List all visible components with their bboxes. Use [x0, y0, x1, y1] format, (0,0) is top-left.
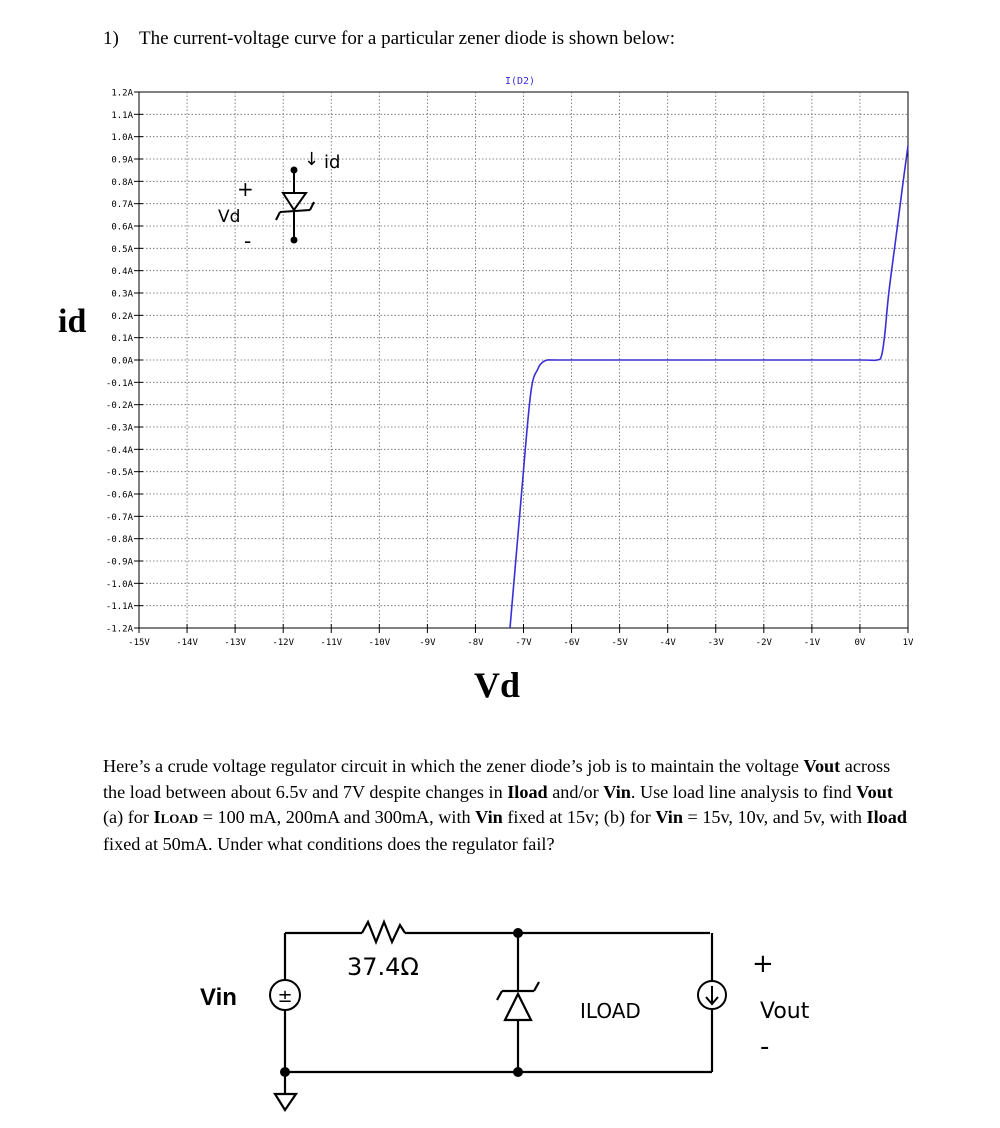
iv-curve: [510, 146, 908, 628]
para-iload: Iload: [507, 781, 548, 802]
y-tick-label: 0.1A: [111, 334, 133, 345]
x-tick-label: -6V: [563, 638, 580, 648]
y-tick-label: 0.9A: [111, 155, 133, 166]
current-source-icon: [698, 981, 726, 1009]
x-tick-label: -3V: [707, 638, 724, 648]
para-vin: Vin: [603, 781, 631, 802]
x-tick-label: -8V: [467, 638, 484, 648]
circuit-nodes: [280, 928, 523, 1077]
para-text: = 15v, 10v, and 5v, with: [682, 807, 867, 827]
x-tick-label: -14V: [176, 638, 198, 648]
para-vin: Vin: [475, 807, 503, 827]
x-tick-labels: [128, 638, 914, 648]
inset-plus: +: [237, 177, 254, 201]
vout-minus: -: [760, 1032, 770, 1062]
y-tick-label: -0.5A: [105, 468, 133, 479]
y-tick-label: 0.0A: [111, 356, 133, 367]
inset-arrow-icon: ↓: [304, 149, 320, 170]
para-text: = 100 mA, 200mA and 300mA, with: [198, 807, 476, 827]
para-text: across the load between about 6.5v and 7V despite changes in: [103, 756, 891, 802]
chart-title: I(D2): [504, 76, 536, 87]
x-tick-label: -7V: [515, 638, 532, 648]
resistor-value: 37.4Ω: [347, 953, 419, 981]
x-tick-label: -11V: [320, 638, 343, 648]
y-tick-label: -1.0A: [105, 579, 133, 590]
y-tick-label: -0.9A: [105, 557, 133, 568]
x-tick-label: -1V: [803, 638, 821, 648]
para-text: fixed at 50mA. Under what conditions does the regulator fail?: [103, 833, 555, 854]
para-iload-i: I: [153, 807, 161, 827]
x-tick-label: -5V: [611, 638, 628, 648]
inset-id: id: [324, 152, 341, 173]
chart-ticks: [134, 92, 908, 633]
y-tick-label: 0.6A: [111, 222, 133, 233]
para-vout: Vout: [856, 781, 893, 802]
inset-vd: Vd: [218, 207, 241, 227]
para-iload-rest: LOAD: [160, 811, 199, 826]
para-vout: Vout: [803, 756, 841, 776]
y-tick-label: 0.4A: [111, 267, 133, 278]
question-number: 1): [103, 28, 119, 49]
y-tick-label: -0.1A: [105, 378, 133, 389]
question-text: The current-voltage curve for a particular zener diode is shown below:: [139, 28, 675, 49]
y-tick-label: 1.2A: [111, 88, 133, 99]
x-axis-label: Vd: [474, 665, 521, 705]
y-tick-label: 0.7A: [111, 200, 133, 211]
x-tick-label: -12V: [272, 638, 295, 648]
para-text: . Use load line analysis to find: [630, 781, 857, 802]
y-tick-label: -0.7A: [105, 512, 133, 523]
y-tick-label: -1.2A: [105, 624, 133, 635]
y-tick-label: 1.0A: [111, 133, 133, 144]
x-tick-label: -13V: [224, 638, 246, 648]
y-tick-label: 1.1A: [111, 110, 133, 121]
y-tick-label: -0.2A: [105, 401, 133, 412]
y-tick-label: -0.8A: [105, 535, 133, 546]
para-text: Here’s a crude voltage regulator circuit in which the zener diode’s job is to maintain the voltage: [103, 756, 804, 776]
vout-plus: +: [752, 949, 774, 979]
para-vin: Vin: [655, 807, 683, 827]
inset-diagram: [218, 149, 340, 253]
iload-label: ILOAD: [580, 999, 641, 1023]
para-text: fixed at 15v; (b) for: [502, 807, 656, 827]
y-tick-label: 0.8A: [111, 177, 133, 188]
para-text: and/or: [547, 781, 604, 802]
x-tick-label: -4V: [659, 638, 676, 648]
x-tick-label: -15V: [128, 638, 150, 648]
x-tick-label: 1V: [902, 638, 914, 648]
y-tick-label: -1.1A: [105, 602, 133, 613]
zener-diode-icon: [276, 168, 314, 243]
regulator-circuit: [0, 890, 1000, 1128]
vout-label: Vout: [760, 999, 810, 1024]
para-iload: Iload: [866, 807, 907, 827]
y-tick-label: 0.2A: [111, 311, 133, 322]
y-axis-label: id: [58, 303, 87, 340]
x-tick-label: -9V: [419, 638, 436, 648]
para-iload-sub: [154, 807, 199, 827]
y-tick-label: -0.4A: [105, 445, 133, 456]
y-tick-label: -0.6A: [105, 490, 133, 501]
y-tick-label: 0.3A: [111, 289, 133, 300]
y-tick-label: 0.5A: [111, 244, 133, 255]
inset-minus: -: [244, 229, 252, 253]
para-text: (a) for: [103, 807, 154, 827]
circuit-wires: [275, 922, 712, 1110]
problem-paragraph: [103, 754, 913, 857]
x-tick-label: -2V: [755, 638, 772, 648]
y-tick-labels: [106, 89, 134, 635]
vin-label: Vin: [200, 984, 237, 1011]
x-tick-label: 0V: [854, 638, 866, 648]
source-symbol: ±: [277, 986, 293, 1007]
x-tick-label: -10V: [368, 638, 391, 648]
y-tick-label: -0.3A: [105, 423, 133, 434]
